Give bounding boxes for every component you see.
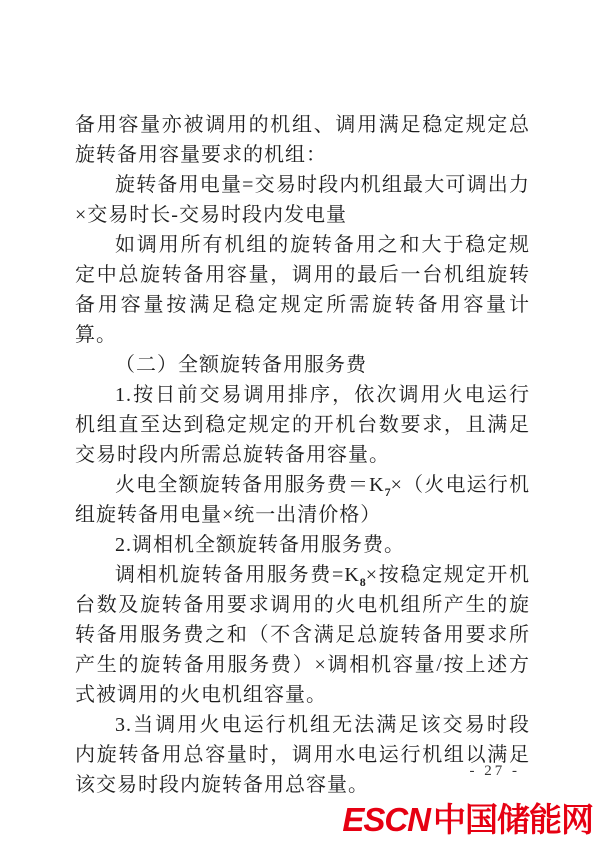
document-body [75, 110, 530, 800]
formula-k7-post: ×（火电运行机组旋转备用电量×统一出清价格） [75, 474, 530, 526]
formula-k8-subscript: 8 [359, 575, 366, 589]
paragraph-reserve-energy-formula: 旋转备用电量=交易时段内机组最大可调出力×交易时长-交易时段内发电量 [75, 174, 530, 226]
formula-k8-pre: 调相机旋转备用服务费=K [115, 564, 360, 586]
paragraph-continuation: 备用容量亦被调用的机组、调用满足稳定规定总旋转备用容量要求的机组： [75, 114, 530, 166]
formula-k7-pre: 火电全额旋转备用服务费＝K [115, 474, 385, 496]
paragraph-item-3: 3.当调用火电运行机组无法满足该交易时段内旋转备用总容量时，调用水电运行机组以满足该交易时段内旋转备用总容量。 [75, 714, 530, 796]
paragraph-condenser-fee-formula [75, 560, 530, 710]
paragraph-item-2: 2.调相机全额旋转备用服务费。 [115, 534, 405, 556]
section-heading-full-spinning-reserve-fee: （二）全额旋转备用服务费 [115, 354, 367, 376]
paragraph-dispatch-rule: 如调用所有机组的旋转备用之和大于稳定规定中总旋转备用容量，调用的最后一台机组旋转备用容量按满足稳定规定所需旋转备用容量计算。 [75, 234, 530, 346]
paragraph-item-1: 1.按日前交易调用排序，依次调用火电运行机组直至达到稳定规定的开机台数要求，且满足交易时段内所需总旋转备用容量。 [75, 384, 530, 466]
formula-k8-post: ×按稳定规定开机台数及旋转备用要求调用的火电机组所产生的旋转备用服务费之和（不含满足总旋转备用要求所产生的旋转备用服务费）×调相机容量/按上述方式被调用的火电机组容量。 [75, 564, 530, 706]
formula-k7-subscript: 7 [384, 485, 391, 499]
escn-logo-latin: ESCN [342, 801, 430, 838]
paragraph-thermal-fee-formula [75, 470, 530, 530]
page-number: - 27 - [469, 763, 520, 779]
escn-logo [342, 803, 593, 836]
escn-logo-chinese: 中国储能网 [433, 801, 593, 838]
